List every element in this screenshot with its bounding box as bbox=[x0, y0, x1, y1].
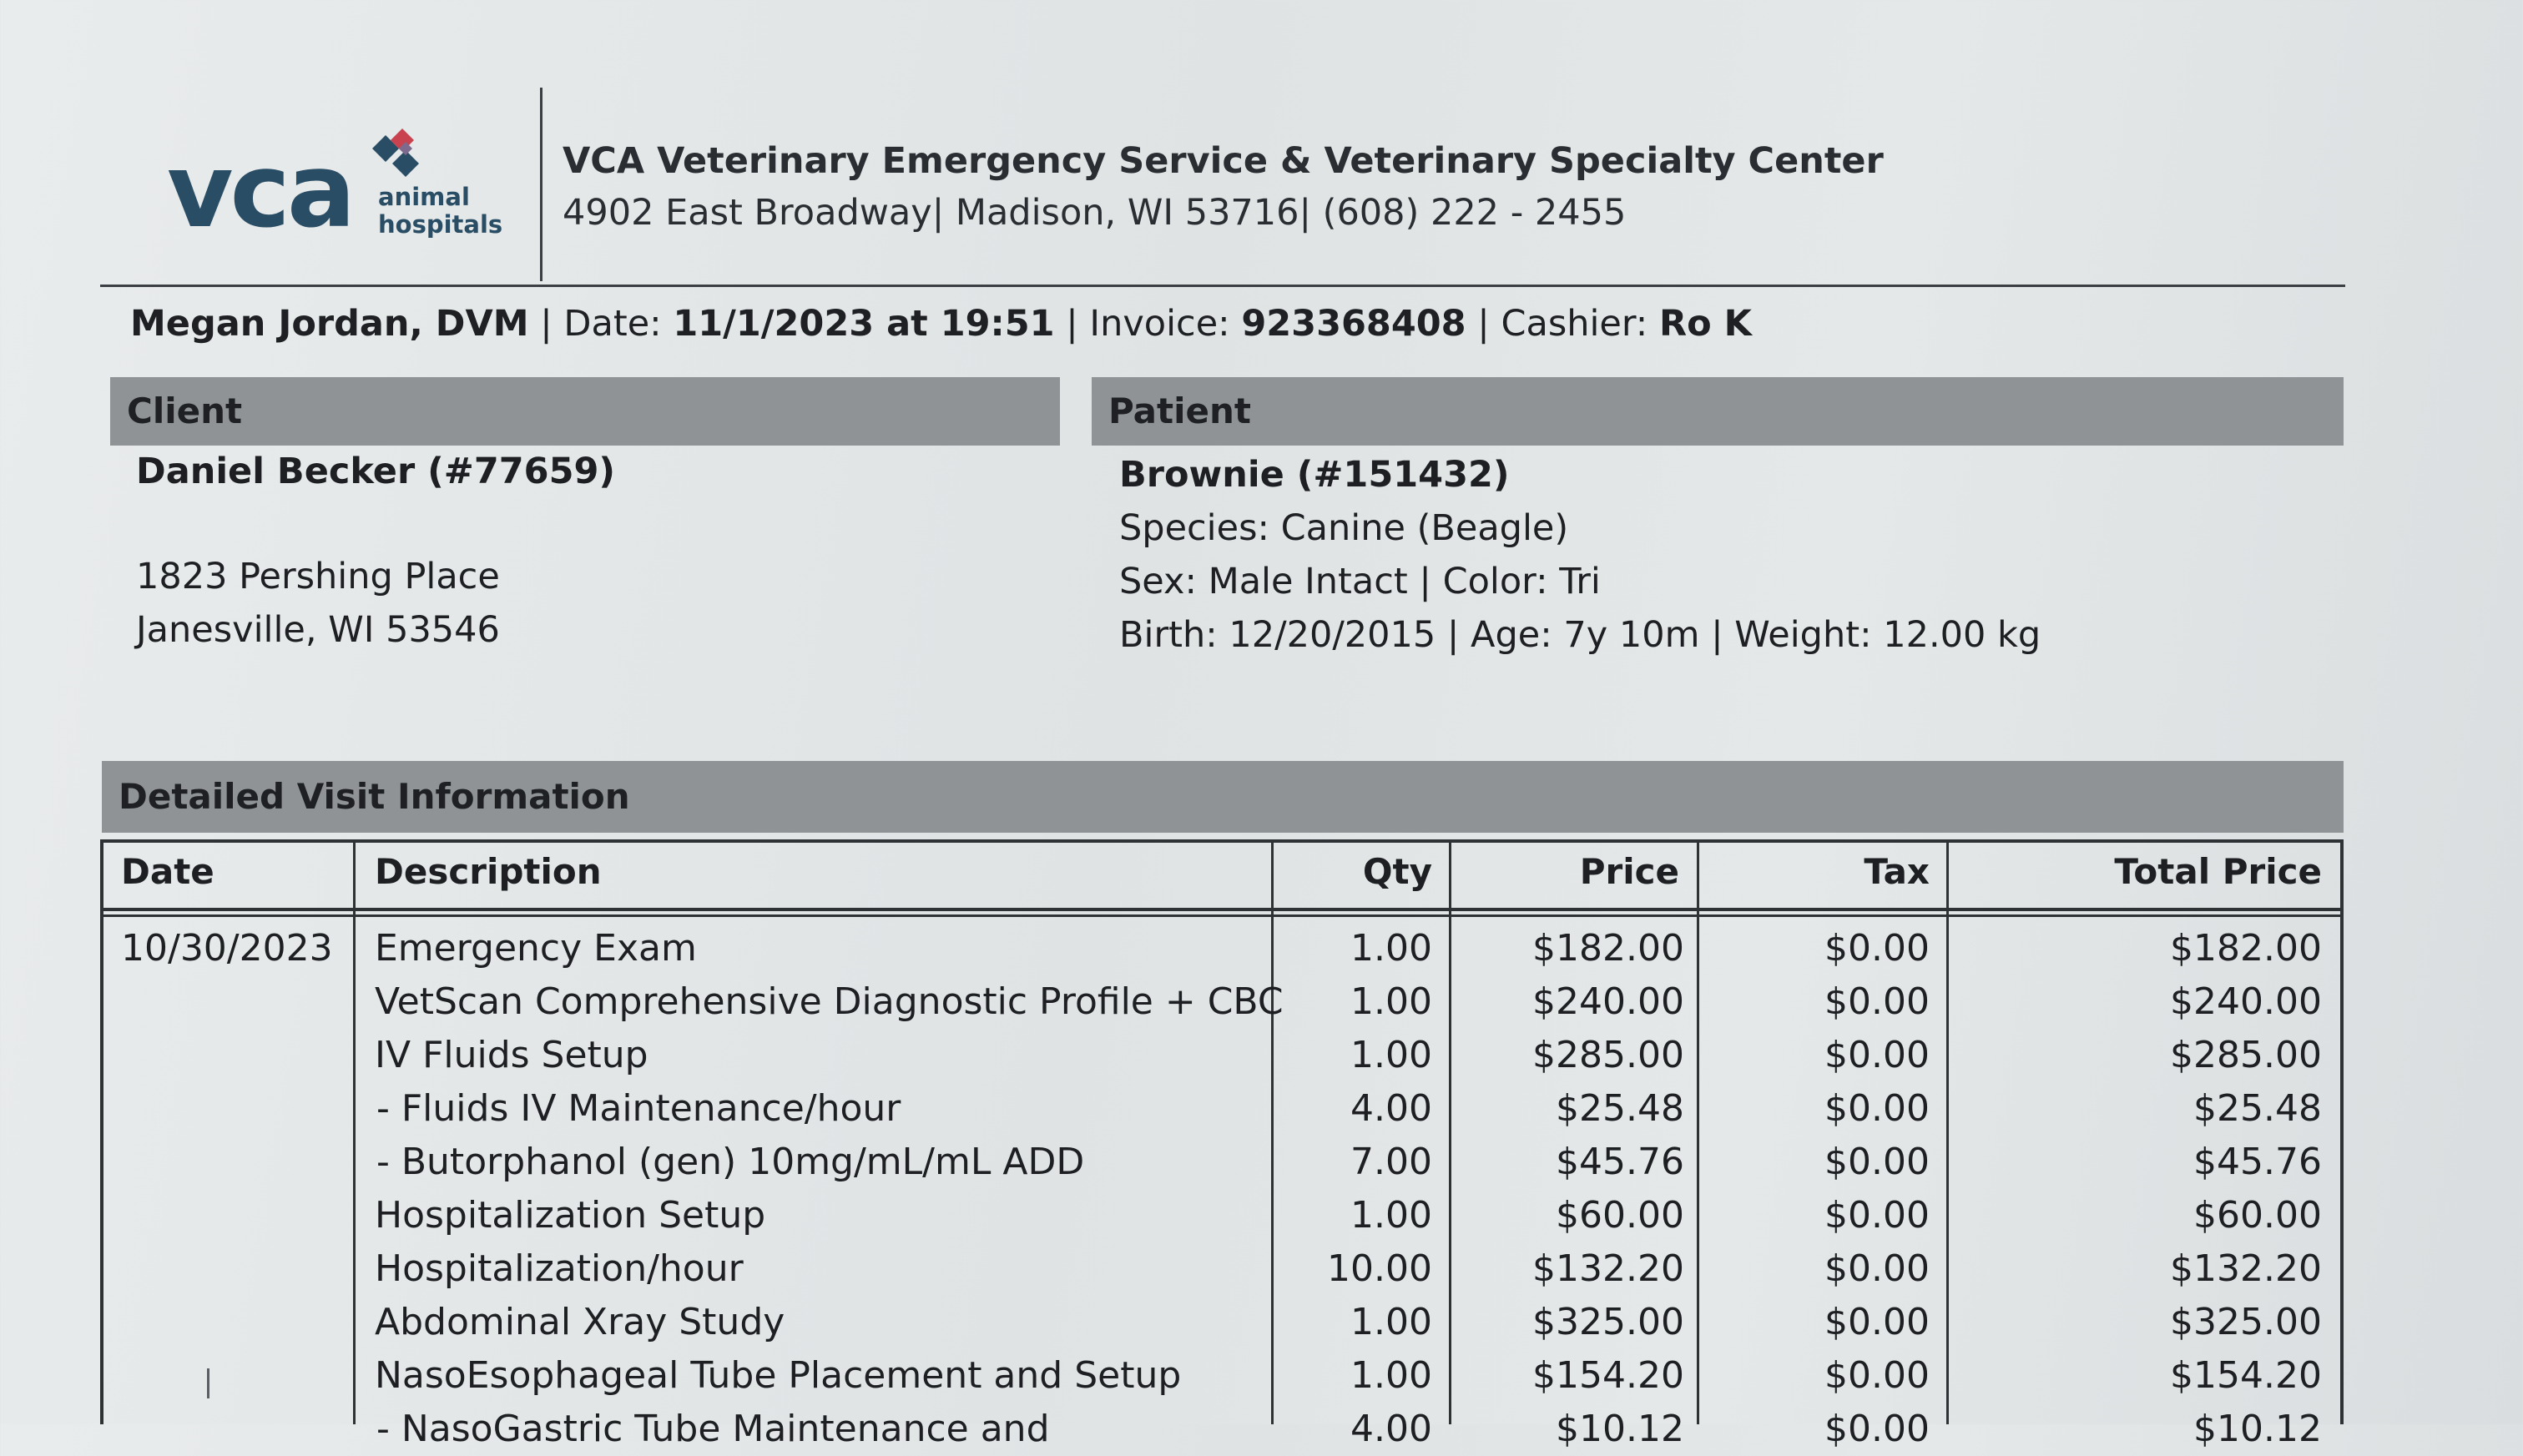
cell-qty: 1.00 bbox=[1350, 927, 1432, 970]
cell-qty: 7.00 bbox=[1350, 1141, 1432, 1183]
cell-description: NasoEsophageal Tube Placement and Setup bbox=[375, 1354, 1182, 1397]
invoice-number: 923368408 bbox=[1241, 303, 1466, 345]
clinic-name: VCA Veterinary Emergency Service & Veterinary Specialty Center bbox=[563, 140, 1884, 182]
cell-price: $154.20 bbox=[1532, 1354, 1684, 1397]
cell-tax: $0.00 bbox=[1824, 1194, 1930, 1237]
cell-qty: 1.00 bbox=[1350, 1194, 1432, 1237]
patient-name: Brownie (#151432) bbox=[1119, 454, 1510, 496]
col-header-date: Date bbox=[121, 851, 214, 892]
table-row bbox=[0, 1029, 2523, 1082]
cell-qty: 1.00 bbox=[1350, 1354, 1432, 1397]
cell-price: $132.20 bbox=[1532, 1247, 1684, 1290]
cell-total-price: $132.20 bbox=[2170, 1247, 2322, 1290]
cell-date: 10/30/2023 bbox=[121, 927, 333, 970]
col-header-qty: Qty bbox=[1362, 851, 1432, 892]
cell-total-price: $25.48 bbox=[2193, 1087, 2322, 1130]
visit-date: 11/1/2023 at 19:51 bbox=[673, 303, 1055, 345]
cell-description: Hospitalization Setup bbox=[375, 1194, 766, 1237]
cell-description: - Butorphanol (gen) 10mg/mL/mL ADD bbox=[376, 1141, 1085, 1183]
cell-total-price: $285.00 bbox=[2170, 1034, 2322, 1076]
pen-mark bbox=[207, 1368, 209, 1398]
col-header-tax: Tax bbox=[1864, 851, 1930, 892]
cashier-label: Cashier: bbox=[1501, 303, 1648, 345]
doctor-name: Megan Jordan, DVM bbox=[130, 303, 529, 345]
col-header-description: Description bbox=[375, 851, 602, 892]
client-section-header: Client bbox=[110, 377, 1060, 446]
table-row bbox=[0, 1242, 2523, 1296]
table-row bbox=[0, 1403, 2523, 1456]
client-name: Daniel Becker (#77659) bbox=[136, 451, 616, 492]
col-header-total-price: Total Price bbox=[2114, 851, 2322, 892]
cell-tax: $0.00 bbox=[1824, 1301, 1930, 1343]
client-address-line1: 1823 Pershing Place bbox=[136, 556, 500, 597]
cell-total-price: $154.20 bbox=[2170, 1354, 2322, 1397]
col-header-price: Price bbox=[1579, 851, 1679, 892]
cell-price: $240.00 bbox=[1532, 980, 1684, 1023]
vca-logo-text: vca bbox=[167, 132, 353, 250]
table-row bbox=[0, 922, 2523, 975]
cell-price: $60.00 bbox=[1556, 1194, 1684, 1237]
invoice-label: Invoice: bbox=[1089, 303, 1230, 345]
cell-total-price: $182.00 bbox=[2170, 927, 2322, 970]
client-address-line2: Janesville, WI 53546 bbox=[136, 609, 500, 651]
separator: | bbox=[1066, 303, 1078, 345]
table-header-rule-double bbox=[100, 914, 2344, 917]
header-divider bbox=[540, 88, 542, 281]
cell-description: Abdominal Xray Study bbox=[375, 1301, 785, 1343]
table-row bbox=[0, 975, 2523, 1029]
table-row bbox=[0, 1349, 2523, 1403]
cell-description: - Fluids IV Maintenance/hour bbox=[376, 1087, 901, 1130]
cell-price: $45.76 bbox=[1556, 1141, 1684, 1183]
cell-tax: $0.00 bbox=[1824, 1408, 1930, 1450]
cell-price: $325.00 bbox=[1532, 1301, 1684, 1343]
cell-price: $285.00 bbox=[1532, 1034, 1684, 1076]
cell-price: $10.12 bbox=[1556, 1408, 1684, 1450]
cell-price: $182.00 bbox=[1532, 927, 1684, 970]
cell-qty: 4.00 bbox=[1350, 1408, 1432, 1450]
cashier-name: Ro K bbox=[1658, 303, 1752, 345]
cell-tax: $0.00 bbox=[1824, 1141, 1930, 1183]
cell-total-price: $240.00 bbox=[2170, 980, 2322, 1023]
cell-description: - NasoGastric Tube Maintenance and bbox=[376, 1408, 1050, 1450]
table-header-rule bbox=[100, 908, 2344, 911]
vca-logo-subtitle bbox=[378, 184, 502, 239]
cell-description: IV Fluids Setup bbox=[375, 1034, 648, 1076]
cell-qty: 1.00 bbox=[1350, 980, 1432, 1023]
patient-birth-age-weight: Birth: 12/20/2015 | Age: 7y 10m | Weight: 12.00 kg bbox=[1119, 614, 2041, 656]
table-row bbox=[0, 1296, 2523, 1349]
clinic-address: 4902 East Broadway| Madison, WI 53716| (608) 222 - 2455 bbox=[563, 192, 1627, 234]
cell-description: Emergency Exam bbox=[375, 927, 697, 970]
cell-tax: $0.00 bbox=[1824, 980, 1930, 1023]
patient-species: Species: Canine (Beagle) bbox=[1119, 507, 1569, 549]
header-rule bbox=[100, 285, 2345, 287]
cell-total-price: $10.12 bbox=[2193, 1408, 2322, 1450]
cell-qty: 1.00 bbox=[1350, 1034, 1432, 1076]
cell-tax: $0.00 bbox=[1824, 1034, 1930, 1076]
cell-tax: $0.00 bbox=[1824, 1087, 1930, 1130]
cell-tax: $0.00 bbox=[1824, 1247, 1930, 1290]
cell-description: VetScan Comprehensive Diagnostic Profile + CBC bbox=[375, 980, 1284, 1023]
logo-sub-line-2: hospitals bbox=[378, 210, 503, 239]
detailed-visit-header: Detailed Visit Information bbox=[102, 761, 2344, 833]
separator: | bbox=[1477, 303, 1490, 345]
table-row bbox=[0, 1189, 2523, 1242]
patient-sex-color: Sex: Male Intact | Color: Tri bbox=[1119, 561, 1601, 602]
cell-qty: 4.00 bbox=[1350, 1087, 1432, 1130]
cell-total-price: $60.00 bbox=[2193, 1194, 2322, 1237]
logo-sub-line-1: animal bbox=[378, 183, 470, 211]
vca-logo-diamond-icon bbox=[369, 127, 427, 185]
cell-tax: $0.00 bbox=[1824, 927, 1930, 970]
cell-qty: 1.00 bbox=[1350, 1301, 1432, 1343]
cell-total-price: $325.00 bbox=[2170, 1301, 2322, 1343]
cell-total-price: $45.76 bbox=[2193, 1141, 2322, 1183]
table-row bbox=[0, 1082, 2523, 1136]
cell-description: Hospitalization/hour bbox=[375, 1247, 744, 1290]
cell-price: $25.48 bbox=[1556, 1087, 1684, 1130]
cell-qty: 10.00 bbox=[1327, 1247, 1432, 1290]
patient-section-header: Patient bbox=[1092, 377, 2344, 446]
separator: | bbox=[540, 303, 553, 345]
cell-tax: $0.00 bbox=[1824, 1354, 1930, 1397]
date-label: Date: bbox=[563, 303, 662, 345]
visit-info-line bbox=[130, 303, 1752, 345]
table-row bbox=[0, 1136, 2523, 1189]
